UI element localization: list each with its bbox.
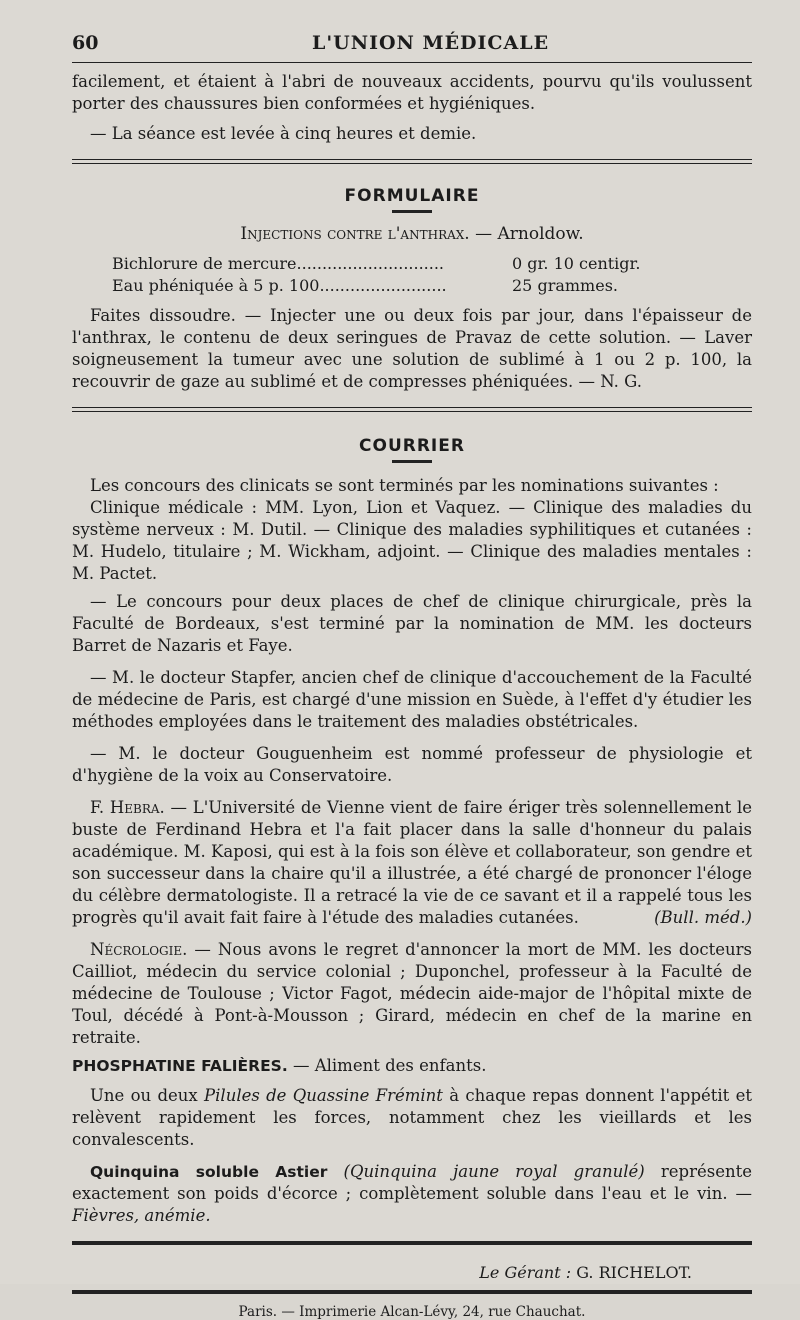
phosphatine-brand: PHOSPHATINE FALIÈRES. [72, 1057, 288, 1075]
formula-line [72, 253, 752, 275]
necrologie-label: Nécrologie. [90, 940, 188, 959]
formula-dose: 0 gr. 10 centigr. [512, 254, 641, 273]
pilules-pre: Une ou deux [90, 1086, 198, 1105]
formula-dose: 25 grammes. [512, 276, 618, 295]
journal-title: L'UNION MÉDICALE [312, 32, 550, 54]
formula-ingredient: Eau phéniquée à 5 p. 100......................... [112, 276, 447, 295]
quinquina-paren: (Quinquina jaune royal granulé) [343, 1162, 645, 1181]
hebra-paragraph [72, 797, 752, 929]
gerant-label: Le Gérant : [479, 1263, 572, 1282]
formulaire-subtitle-text: Injections contre l'anthrax. [240, 224, 470, 244]
hebra-text: — L'Université de Vienne vient de faire ériger très solennellement le buste de Ferdinand Hebra et l'a fait placer dans la salle d'honneur du palais académique. M. Kaposi, qui est à la fois son élève et collaborateur, son gendre et son successeur dans la chaire qu'il a illustrée, a été chargé de prononcer l'éloge du célèbre dermatologiste. Il a retracé la vie de ce savant et il a rappelé tous les progrès qu'il avait fait faire à l'étude des maladies cutanées. [72, 798, 752, 927]
gerant-name: G. RICHELOT. [576, 1263, 692, 1282]
quinquina-text: représente exactement son poids d'écorce ; complètement soluble dans l'eau et le vin. — [72, 1162, 752, 1203]
quinquina-ad [72, 1161, 752, 1227]
formulaire-body: Faites dissoudre. — Injecter une ou deux fois par jour, dans l'épaisseur de l'anthrax, le contenu de deux seringues de Pravaz de cette solution. — Laver soigneusement la tumeur avec une solution de sublimé à 1 ou 2 p. 100, la recouvrir de gaze au sublimé et de compresses phéniquées. — N. G. [72, 306, 752, 391]
phosphatine-ad [72, 1055, 752, 1077]
formulaire-author: — Arnoldow. [475, 224, 584, 244]
quinquina-brand: Quinquina soluble Astier [90, 1163, 328, 1181]
page-number: 60 [72, 32, 99, 54]
page-header [72, 30, 752, 62]
formula-ingredient: Bichlorure de mercure............................. [112, 254, 445, 273]
phosphatine-text: — Aliment des enfants. [292, 1056, 487, 1075]
intro-paragraph: facilement, et étaient à l'abri de nouveaux accidents, pourvu qu'ils voulussent porter des chaussures bien conformées et hygiéniques. [72, 72, 752, 113]
courrier-paragraph: Les concours des clinicats se sont terminés par les nominations suivantes : [90, 476, 719, 495]
formulaire-heading: FORMULAIRE [344, 186, 480, 206]
printer-line: Paris. — Imprimerie Alcan-Lévy, 24, rue Chauchat. [238, 1304, 586, 1320]
formula-line [72, 275, 752, 297]
seance-closing: — La séance est levée à cinq heures et demie. [90, 124, 477, 143]
pilules-name: Pilules de Quassine Frémint [204, 1086, 443, 1105]
pilules-ad [72, 1085, 752, 1151]
courrier-heading: COURRIER [359, 436, 465, 456]
gerant-signature [72, 1263, 752, 1282]
hebra-citation: (Bull. méd.) [654, 908, 752, 927]
pilules-text: à chaque repas donnent l'appétit et relèvent rapidement les forces, notamment chez les vieillards et les convalescents. [72, 1086, 753, 1149]
necrologie-paragraph [72, 939, 752, 1049]
formulaire-subtitle [72, 223, 752, 245]
necrologie-text: — Nous avons le regret d'annoncer la mort de MM. les docteurs Cailliot, médecin du service colonial ; Duponchel, professeur à la Faculté de médecine de Toulouse ; Victor Fagot, médecin aide-major de l'hôpital mixte de Toul, décédé à Pont-à-Mousson ; Girard, médecin en chef de la marine en retraite. [72, 940, 752, 1047]
courrier-paragraph: — M. le docteur Gouguenheim est nommé professeur de physiologie et d'hygiène de la voix au Conservatoire. [72, 744, 752, 785]
courrier-paragraph: — M. le docteur Stapfer, ancien chef de clinique d'accouchement de la Faculté de médecine de Paris, est chargé d'une mission en Suède, à l'effet d'y étudier les méthodes employées dans le traitement des maladies obstétricales. [72, 668, 752, 731]
quinquina-tail: Fièvres, anémie. [72, 1206, 211, 1225]
hebra-label: F. Hebra. [90, 798, 165, 817]
courrier-paragraph: — Le concours pour deux places de chef de clinique chirurgicale, près la Faculté de Bordeaux, s'est terminé par la nomination de MM. les docteurs Barret de Nazaris et Faye. [72, 592, 752, 655]
courrier-paragraph: Clinique médicale : MM. Lyon, Lion et Vaquez. — Clinique des maladies du système nerveux : M. Dutil. — Clinique des maladies syphilitiques et cutanées : M. Hudelo, titulaire ; M. Wickham, adjoint. — Clinique des maladies mentales : M. Pactet. [72, 498, 752, 583]
